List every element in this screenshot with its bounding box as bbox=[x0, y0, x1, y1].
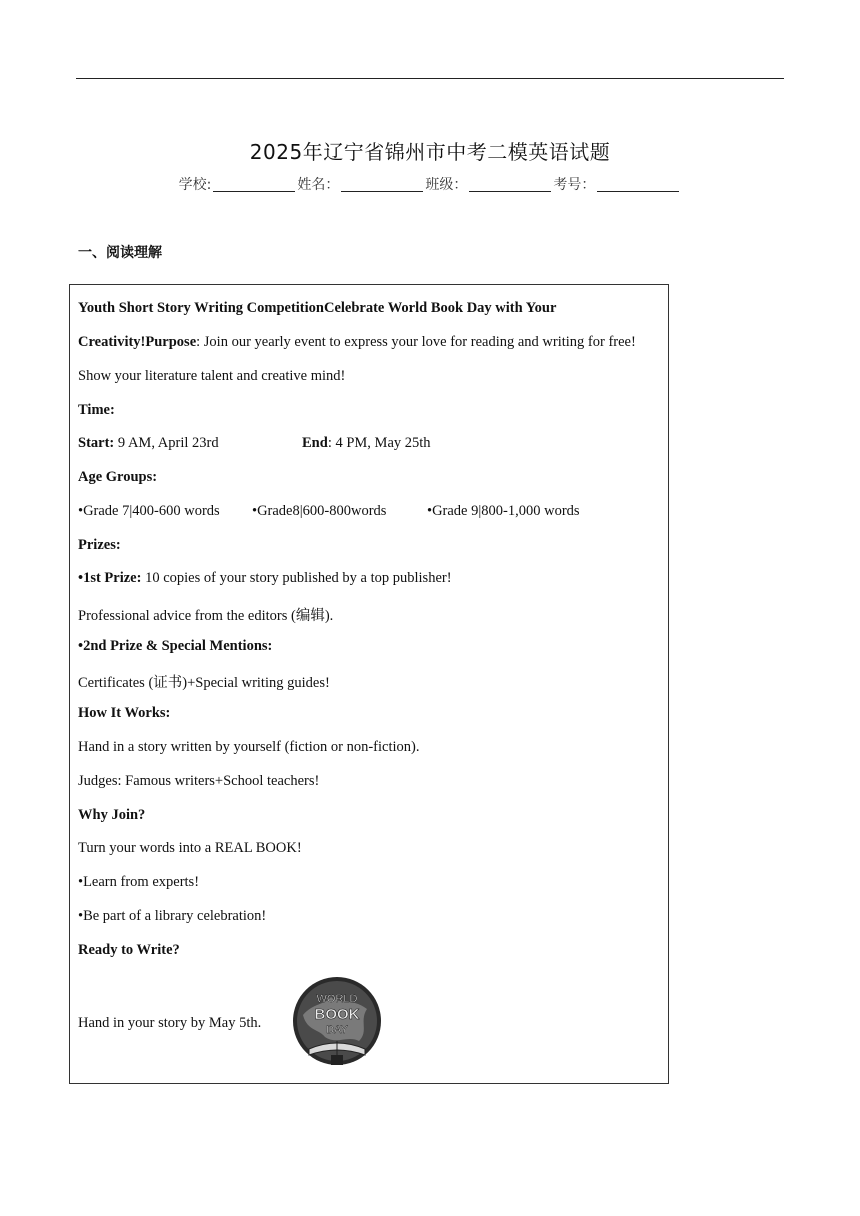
purpose-label: Creativity!Purpose bbox=[78, 334, 197, 350]
page-title: 2025年辽宁省锦州市中考二模英语试题 bbox=[249, 140, 611, 164]
why-line-1: Turn your words into a REAL BOOK! bbox=[78, 840, 302, 856]
start-line bbox=[78, 435, 219, 452]
time-heading: Time: bbox=[78, 402, 115, 418]
header-rule bbox=[76, 78, 784, 79]
logo-text-book: BOOK bbox=[314, 1006, 360, 1023]
name-blank bbox=[341, 177, 423, 192]
name-label: 姓名： bbox=[297, 177, 340, 193]
exam-no-blank bbox=[597, 177, 679, 192]
start-value: 9 AM, April 23rd bbox=[114, 435, 219, 451]
passage-title-line: Youth Short Story Writing CompetitionCelebrate World Book Day with Your bbox=[78, 300, 557, 316]
why-heading: Why Join? bbox=[78, 807, 146, 823]
section-heading: 一、阅读理解 bbox=[78, 245, 162, 261]
age-group-8: •Grade8|600-800words bbox=[252, 503, 387, 519]
age-group-7: •Grade 7|400-600 words bbox=[78, 503, 220, 519]
passage-box bbox=[69, 284, 669, 1084]
start-label: Start: bbox=[78, 435, 115, 451]
talent-line: Show your literature talent and creative mind! bbox=[78, 368, 346, 384]
why-line-3: •Be part of a library celebration! bbox=[78, 908, 267, 924]
class-label: 班级： bbox=[425, 177, 468, 193]
why-line-2: •Learn from experts! bbox=[78, 874, 200, 890]
ready-heading: Ready to Write? bbox=[78, 942, 180, 958]
ready-line: Hand in your story by May 5th. bbox=[78, 1015, 262, 1031]
end-value: : 4 PM, May 25th bbox=[327, 435, 431, 451]
prizes-heading: Prizes: bbox=[78, 537, 121, 553]
end-line bbox=[302, 435, 431, 452]
world-book-day-logo bbox=[289, 975, 385, 1071]
class-blank bbox=[469, 177, 551, 192]
end-label: End bbox=[302, 435, 328, 451]
purpose-text: : Join our yearly event to express your love for reading and writing for free! bbox=[196, 334, 636, 350]
how-heading: How It Works: bbox=[78, 705, 171, 721]
first-prize-label: •1st Prize: bbox=[78, 570, 142, 586]
age-group-9: •Grade 9|800-1,000 words bbox=[427, 503, 580, 519]
school-blank bbox=[213, 177, 295, 192]
second-prize-value: Certificates (证书)+Special writing guides! bbox=[78, 675, 330, 691]
school-label: 学校: bbox=[178, 177, 212, 193]
first-prize-value: 10 copies of your story published by a top publisher! bbox=[141, 570, 452, 586]
how-line-2: Judges: Famous writers+School teachers! bbox=[78, 773, 320, 789]
student-info-line bbox=[0, 174, 860, 194]
logo-text-world: WORLD bbox=[316, 993, 358, 1005]
purpose-line bbox=[78, 334, 636, 351]
first-prize-extra: Professional advice from the editors (编辑). bbox=[78, 608, 334, 624]
exam-no-label: 考号： bbox=[553, 177, 596, 193]
how-line-1: Hand in a story written by yourself (fiction or non-fiction). bbox=[78, 739, 420, 755]
second-prize-heading: •2nd Prize & Special Mentions: bbox=[78, 638, 273, 654]
first-prize-line bbox=[78, 570, 452, 587]
age-heading: Age Groups: bbox=[78, 469, 158, 485]
logo-text-day: DAY bbox=[326, 1024, 348, 1036]
